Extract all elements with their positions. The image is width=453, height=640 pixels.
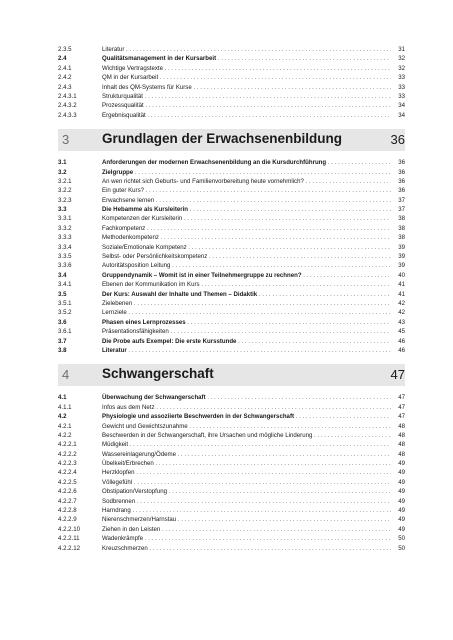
toc-entry-page: 49 (398, 516, 405, 524)
toc-entry (58, 497, 405, 506)
toc-entry-number: 4.2.2.10 (58, 525, 81, 533)
toc-entry-page: 48 (398, 422, 405, 430)
toc-entry-title: Fachkompetenz (102, 224, 146, 232)
toc-entry-page: 49 (398, 488, 405, 496)
toc-entry-page: 38 (398, 215, 405, 223)
toc-entry-title: Infos aus dem Netz (102, 403, 155, 411)
toc-entry-page: 49 (398, 497, 405, 505)
toc-entry-title: Phasen eines Lernprozesses (102, 318, 186, 326)
toc-entry-page: 41 (398, 281, 405, 289)
toc-entry-number: 3.2.2 (58, 187, 72, 195)
toc-entry-title: Völlegefühl (102, 478, 133, 486)
toc-entry-title-wrap (102, 459, 391, 468)
toc-entry (58, 422, 405, 431)
toc-entry (58, 224, 405, 233)
toc-entry-title: Überwachung der Schwangerschaft (102, 394, 206, 402)
toc-entry (58, 337, 405, 346)
toc-entry-page: 36 (398, 168, 405, 176)
toc-entry (58, 534, 405, 543)
toc-entry-page: 45 (398, 328, 405, 336)
toc-entry-title: Ein guter Kurs? (102, 187, 145, 195)
toc-entry-title: Harndrang (102, 507, 131, 515)
toc-entry-number: 3.5.2 (58, 309, 72, 317)
toc-entry-title-wrap (102, 205, 391, 214)
toc-section-2-list (58, 45, 405, 120)
toc-entry-title-wrap (102, 111, 391, 120)
toc-entry-page: 42 (398, 299, 405, 307)
toc-entry (58, 299, 405, 308)
table-of-contents (58, 45, 405, 553)
toc-entry-number: 3.3.3 (58, 234, 72, 242)
toc-entry-title: Herzklopfen (102, 469, 135, 477)
toc-entry (58, 54, 405, 63)
toc-entry-page: 47 (398, 394, 405, 402)
toc-entry (58, 83, 405, 92)
toc-entry-title-wrap (102, 487, 391, 496)
toc-entry-page: 50 (398, 544, 405, 552)
toc-entry (58, 318, 405, 327)
chapter-number: 3 (62, 132, 70, 148)
toc-entry-number: 3.2.3 (58, 196, 72, 204)
toc-entry-title: Kreuzschmerzen (102, 544, 148, 552)
toc-entry (58, 506, 405, 515)
toc-entry (58, 544, 405, 553)
chapter-4-header (58, 364, 405, 386)
toc-entry-number: 4.2.2.6 (58, 488, 77, 496)
toc-entry (58, 515, 405, 524)
toc-entry-title-wrap (102, 478, 391, 487)
toc-entry-page: 49 (398, 478, 405, 486)
toc-entry-page: 37 (398, 206, 405, 214)
toc-entry-page: 46 (398, 346, 405, 354)
toc-entry-title-wrap (102, 177, 391, 186)
toc-entry-number: 3.3.5 (58, 253, 72, 261)
toc-entry (58, 327, 405, 336)
toc-entry-number: 4.2.2.12 (58, 544, 81, 552)
toc-entry-page: 39 (398, 253, 405, 261)
toc-entry-number: 4.1.1 (58, 403, 72, 411)
toc-entry-title-wrap (102, 308, 391, 317)
toc-entry (58, 158, 405, 167)
toc-entry-number: 2.4.3.3 (58, 111, 77, 119)
toc-entry-number: 4.1 (58, 394, 67, 402)
toc-entry-title-wrap (102, 92, 391, 101)
chapter-3-header (58, 129, 405, 151)
toc-entry-title: Sodbrennen (102, 497, 136, 505)
toc-entry-page: 40 (398, 271, 405, 279)
toc-entry-number: 4.2.2.3 (58, 460, 77, 468)
toc-entry-number: 3.4 (58, 271, 67, 279)
toc-entry (58, 280, 405, 289)
toc-entry-page: 46 (398, 337, 405, 345)
toc-entry-title-wrap (102, 431, 391, 440)
toc-entry-page: 31 (398, 46, 405, 53)
toc-entry-title: Methodenkompetenz (102, 234, 159, 242)
toc-entry-number: 2.4.3 (58, 83, 72, 91)
toc-entry (58, 92, 405, 101)
toc-entry-number: 3.5.1 (58, 299, 72, 307)
toc-entry-title: Übelkeit/Erbrechen (102, 460, 154, 468)
toc-entry (58, 111, 405, 120)
toc-entry-number: 4.2.2.5 (58, 478, 77, 486)
toc-entry-page: 33 (398, 92, 405, 100)
toc-entry (58, 459, 405, 468)
toc-entry-title-wrap (102, 515, 391, 524)
toc-entry-number: 3.1 (58, 159, 67, 167)
toc-entry (58, 525, 405, 534)
toc-chapter-4-list (58, 393, 405, 553)
toc-entry-page: 49 (398, 507, 405, 515)
toc-entry-number: 3.7 (58, 337, 67, 345)
toc-entry (58, 64, 405, 73)
toc-entry (58, 431, 405, 440)
toc-entry (58, 261, 405, 270)
toc-entry-title: Autoritätsposition Leitung (102, 262, 171, 270)
toc-entry-title: Präsentationsfähigkeiten (102, 328, 169, 336)
toc-entry (58, 393, 405, 402)
toc-entry-title-wrap (102, 318, 391, 327)
toc-entry-page: 49 (398, 469, 405, 477)
toc-entry-title-wrap (102, 73, 391, 82)
toc-entry-number: 4.2.2.7 (58, 497, 77, 505)
toc-entry (58, 346, 405, 355)
toc-entry-page: 43 (398, 318, 405, 326)
toc-entry-page: 47 (398, 403, 405, 411)
toc-entry-title: Ziehen in den Leisten (102, 525, 161, 533)
toc-entry-title-wrap (102, 252, 391, 261)
toc-entry-number: 3.6.1 (58, 328, 72, 336)
toc-entry-number: 3.3.2 (58, 224, 72, 232)
toc-entry-title: Soziale/Emotionale Kompetenz (102, 243, 187, 251)
toc-entry-number: 4.2 (58, 413, 67, 421)
toc-entry-number: 2.3.5 (58, 46, 72, 53)
toc-entry (58, 412, 405, 421)
toc-entry-number: 3.2.1 (58, 177, 72, 185)
toc-entry-number: 3.3 (58, 206, 67, 214)
toc-entry-number: 4.2.2 (58, 431, 72, 439)
toc-entry-page: 41 (398, 290, 405, 298)
toc-entry-title: Anforderungen der modernen Erwachsenenbildung an die Kursdurchführung (102, 159, 327, 167)
toc-entry-page: 48 (398, 441, 405, 449)
toc-entry-title: Müdigkeit (102, 441, 129, 449)
toc-entry-title: QM in der Kursarbeit (102, 74, 159, 82)
toc-entry-number: 3.5 (58, 290, 67, 298)
toc-entry-number: 2.4.3.2 (58, 102, 77, 110)
toc-entry-title-wrap (102, 534, 391, 543)
toc-entry-number: 4.2.2.1 (58, 441, 77, 449)
toc-entry-title: Zielebenen (102, 299, 133, 307)
toc-entry (58, 290, 405, 299)
toc-entry (58, 403, 405, 412)
toc-entry-title-wrap (102, 233, 391, 242)
toc-entry-page: 36 (398, 187, 405, 195)
toc-entry-page: 49 (398, 525, 405, 533)
toc-entry-title-wrap (102, 544, 391, 553)
toc-entry-page: 48 (398, 431, 405, 439)
toc-entry-title-wrap (102, 299, 391, 308)
toc-entry-title-wrap (102, 271, 391, 280)
toc-entry-title-wrap (102, 440, 391, 449)
toc-entry-title: Gewicht und Gewichtszunahme (102, 422, 188, 430)
toc-entry-title: Nierenschmerzen/Harnstau (102, 516, 177, 524)
toc-entry (58, 308, 405, 317)
toc-entry-number: 3.8 (58, 346, 67, 354)
toc-entry-title: Erwachsene lernen (102, 196, 155, 204)
toc-entry (58, 252, 405, 261)
toc-entry-number: 2.4.3.1 (58, 92, 77, 100)
toc-entry-number: 2.4.1 (58, 64, 72, 72)
toc-entry (58, 450, 405, 459)
toc-entry-title: Gruppendynamik – Womit ist in einer Teilnehmergruppe zu rechnen? (102, 271, 302, 279)
chapter-title: Grundlagen der Erwachsenenbildung (102, 131, 343, 147)
toc-entry-title: Qualitätsmanagement in der Kursarbeit (102, 55, 217, 63)
toc-entry-title: Literatur (102, 46, 125, 53)
toc-entry-title-wrap (102, 525, 391, 534)
toc-entry-number: 3.3.6 (58, 262, 72, 270)
toc-entry-title: Ergebnisqualität (102, 111, 146, 119)
toc-entry-number: 2.4.2 (58, 74, 72, 82)
toc-entry-title-wrap (102, 290, 391, 299)
toc-entry (58, 233, 405, 242)
toc-entry-number: 4.2.2.9 (58, 516, 77, 524)
toc-entry (58, 487, 405, 496)
toc-entry-title-wrap (102, 412, 391, 421)
toc-entry-page: 39 (398, 243, 405, 251)
toc-entry-page: 49 (398, 460, 405, 468)
toc-entry-title-wrap (102, 158, 391, 167)
toc-entry-title-wrap (102, 196, 391, 205)
toc-entry-title-wrap (102, 422, 391, 431)
toc-entry-number: 4.2.2.8 (58, 507, 77, 515)
toc-entry (58, 271, 405, 280)
toc-entry-title-wrap (102, 261, 391, 270)
toc-entry-title-wrap (102, 83, 391, 92)
toc-entry-title: Ebenen der Kommunikation im Kurs (102, 281, 200, 289)
toc-entry-title-wrap (102, 403, 391, 412)
toc-entry-title: Physiologie und assoziierte Beschwerden in der Schwangerschaft (102, 413, 295, 421)
toc-entry-number: 3.2 (58, 168, 67, 176)
toc-entry-title: Wichtige Vertragstexte (102, 64, 163, 72)
toc-entry (58, 186, 405, 195)
toc-entry-title-wrap (102, 450, 391, 459)
toc-entry-title-wrap (102, 468, 391, 477)
chapter-page: 47 (390, 367, 405, 383)
toc-entry-number: 3.4.1 (58, 281, 72, 289)
toc-entry-title: Die Hebamme als Kursleiterin (102, 206, 189, 214)
toc-entry-title: Inhalt des QM-Systems für Kurse (102, 83, 192, 91)
toc-entry-title: Lernziele (102, 309, 127, 317)
toc-entry-title-wrap (102, 186, 391, 195)
toc-entry-title: Wassereinlagerung/Ödeme (102, 450, 176, 458)
toc-entry-title: Die Probe aufs Exempel: Die erste Kursstunde (102, 337, 237, 345)
toc-entry-page: 32 (398, 55, 405, 63)
toc-entry-page: 32 (398, 64, 405, 72)
toc-entry-number: 4.2.2.11 (58, 535, 80, 543)
toc-entry-title: Selbst- oder Persönlichkeitskompetenz (102, 253, 208, 261)
toc-entry-page: 38 (398, 234, 405, 242)
toc-entry-title-wrap (102, 45, 391, 54)
toc-entry-title: Obstipation/Verstopfung (102, 488, 168, 496)
toc-entry-title-wrap (102, 54, 391, 63)
toc-entry-title: Wadenkrämpfe (102, 535, 144, 543)
toc-entry-page: 42 (398, 309, 405, 317)
toc-entry (58, 478, 405, 487)
toc-entry-page: 37 (398, 196, 405, 204)
toc-entry-number: 4.2.1 (58, 422, 72, 430)
toc-entry-number: 4.2.2.4 (58, 469, 77, 477)
toc-entry-page: 34 (398, 102, 405, 110)
toc-entry-title-wrap (102, 64, 391, 73)
toc-entry (58, 440, 405, 449)
toc-entry-title: Zielgruppe (102, 168, 134, 176)
toc-entry-number: 2.4 (58, 55, 67, 63)
chapter-title: Schwangerschaft (102, 366, 214, 382)
toc-entry-title-wrap (102, 243, 391, 252)
toc-entry-page: 38 (398, 224, 405, 232)
toc-entry-page: 48 (398, 450, 405, 458)
toc-entry (58, 214, 405, 223)
toc-entry-page: 34 (398, 111, 405, 119)
toc-entry-title-wrap (102, 214, 391, 223)
toc-entry-title: Strukturqualität (102, 92, 143, 100)
toc-entry-title-wrap (102, 346, 391, 355)
toc-entry (58, 73, 405, 82)
toc-entry (58, 196, 405, 205)
toc-entry-page: 33 (398, 74, 405, 82)
toc-entry-title-wrap (102, 497, 391, 506)
toc-entry-title: Kompetenzen der Kursleiterin (102, 215, 183, 223)
toc-entry-number: 4.2.2.2 (58, 450, 77, 458)
toc-entry-title-wrap (102, 101, 391, 110)
toc-entry-title-wrap (102, 393, 391, 402)
toc-entry (58, 168, 405, 177)
chapter-page: 36 (390, 132, 405, 148)
toc-entry (58, 177, 405, 186)
toc-entry-title: Beschwerden in der Schwangerschaft, ihre Ursachen und mögliche Linderung (102, 431, 313, 439)
toc-entry (58, 468, 405, 477)
toc-entry-page: 50 (398, 535, 405, 543)
toc-chapter-3-list (58, 158, 405, 355)
toc-entry-page: 33 (398, 83, 405, 91)
toc-entry-title-wrap (102, 337, 391, 346)
toc-entry-title: Der Kurs: Auswahl der Inhalte und Themen – Didaktik (102, 290, 258, 298)
toc-entry (58, 45, 405, 54)
toc-entry-title-wrap (102, 280, 391, 289)
toc-entry-page: 47 (398, 413, 405, 421)
toc-entry-title: Prozessqualität (102, 102, 144, 110)
toc-entry-title-wrap (102, 327, 391, 336)
toc-entry (58, 243, 405, 252)
toc-entry-page: 36 (398, 177, 405, 185)
chapter-number: 4 (62, 367, 70, 383)
toc-entry-title: An wen richtet sich Geburts- und Familienvorbereitung heute vornehmlich? (102, 177, 304, 185)
toc-entry-title: Literatur (102, 346, 127, 354)
toc-entry-page: 36 (398, 159, 405, 167)
toc-entry (58, 101, 405, 110)
toc-entry (58, 205, 405, 214)
toc-entry-title-wrap (102, 168, 391, 177)
toc-entry-title-wrap (102, 506, 391, 515)
toc-entry-page: 39 (398, 262, 405, 270)
toc-entry-number: 3.6 (58, 318, 67, 326)
toc-entry-number: 3.3.4 (58, 243, 72, 251)
toc-entry-title-wrap (102, 224, 391, 233)
toc-entry-number: 3.3.1 (58, 215, 72, 223)
